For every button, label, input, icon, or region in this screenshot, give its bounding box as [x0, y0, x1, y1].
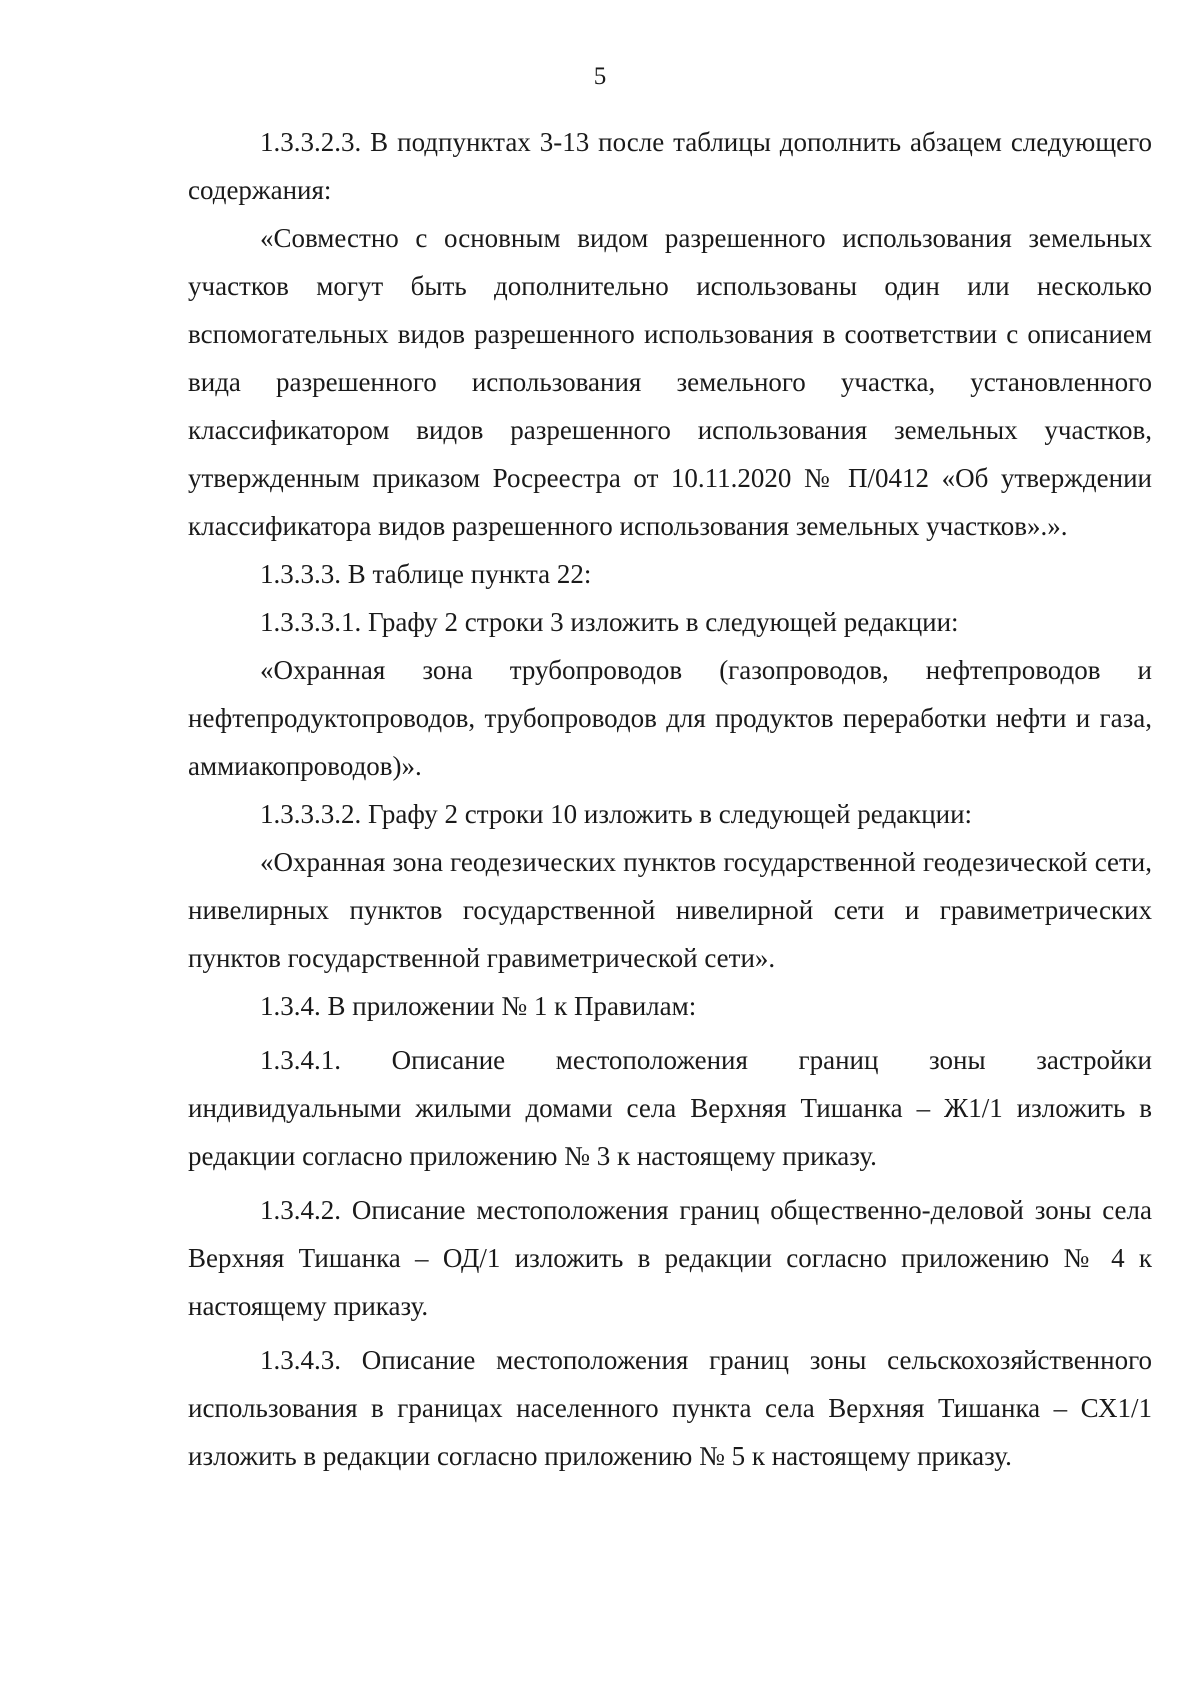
paragraph-quote-pipelines: «Охранная зона трубопроводов (газопроводов, нефтепроводов и нефтепродуктопроводов, трубопроводов для продуктов переработки нефти и газа, аммиакопроводов)».: [188, 655, 1152, 781]
document-body: [188, 118, 1152, 1480]
paragraph-1-3-4-3: 1.3.4.3. Описание местоположения границ зоны сельскохозяйственного использования в границах населенного пункта села Верхняя Тишанка – СХ1/1 изложить в редакции согласно приложению № 5 к настоящему приказу.: [188, 1345, 1152, 1471]
paragraph-1-3-4: 1.3.4. В приложении № 1 к Правилам:: [260, 991, 697, 1021]
paragraph-1-3-3-2-3: 1.3.3.2.3. В подпунктах 3-13 после таблицы дополнить абзацем следующего содержания:: [188, 127, 1152, 205]
paragraph-1-3-4-2: 1.3.4.2. Описание местоположения границ общественно-деловой зоны села Верхняя Тишанка – ОД/1 изложить в редакции согласно приложению № 4 к настоящему приказу.: [188, 1195, 1152, 1321]
page-number: 5: [593, 63, 607, 90]
paragraph-1-3-3-3-2: 1.3.3.3.2. Графу 2 строки 10 изложить в следующей редакции:: [260, 799, 973, 829]
paragraph-1-3-4-1: 1.3.4.1. Описание местоположения границ зоны застройки индивидуальными жилыми домами села Верхняя Тишанка – Ж1/1 изложить в редакции согласно приложению № 3 к настоящему приказу.: [188, 1045, 1152, 1171]
paragraph-quote-land-use: «Совместно с основным видом разрешенного использования земельных участков могут быть дополнительно использованы один или несколько вспомогательных видов разрешенного использования в соответствии с описанием вида разрешенного использования земельного участка, установленного классификатором видов разрешенного использования земельных участков, утвержденным приказом Росреестра от 10.11.2020 № П/0412 «Об утверждении классификатора видов разрешенного использования земельных участков».».: [188, 223, 1152, 541]
paragraph-quote-geodetic: «Охранная зона геодезических пунктов государственной геодезической сети, нивелирных пунктов государственной нивелирной сети и гравиметрических пунктов государственной гравиметрической сети».: [188, 847, 1152, 973]
paragraph-1-3-3-3-1: 1.3.3.3.1. Графу 2 строки 3 изложить в следующей редакции:: [260, 607, 959, 637]
paragraph-1-3-3-3: 1.3.3.3. В таблице пункта 22:: [260, 559, 592, 589]
